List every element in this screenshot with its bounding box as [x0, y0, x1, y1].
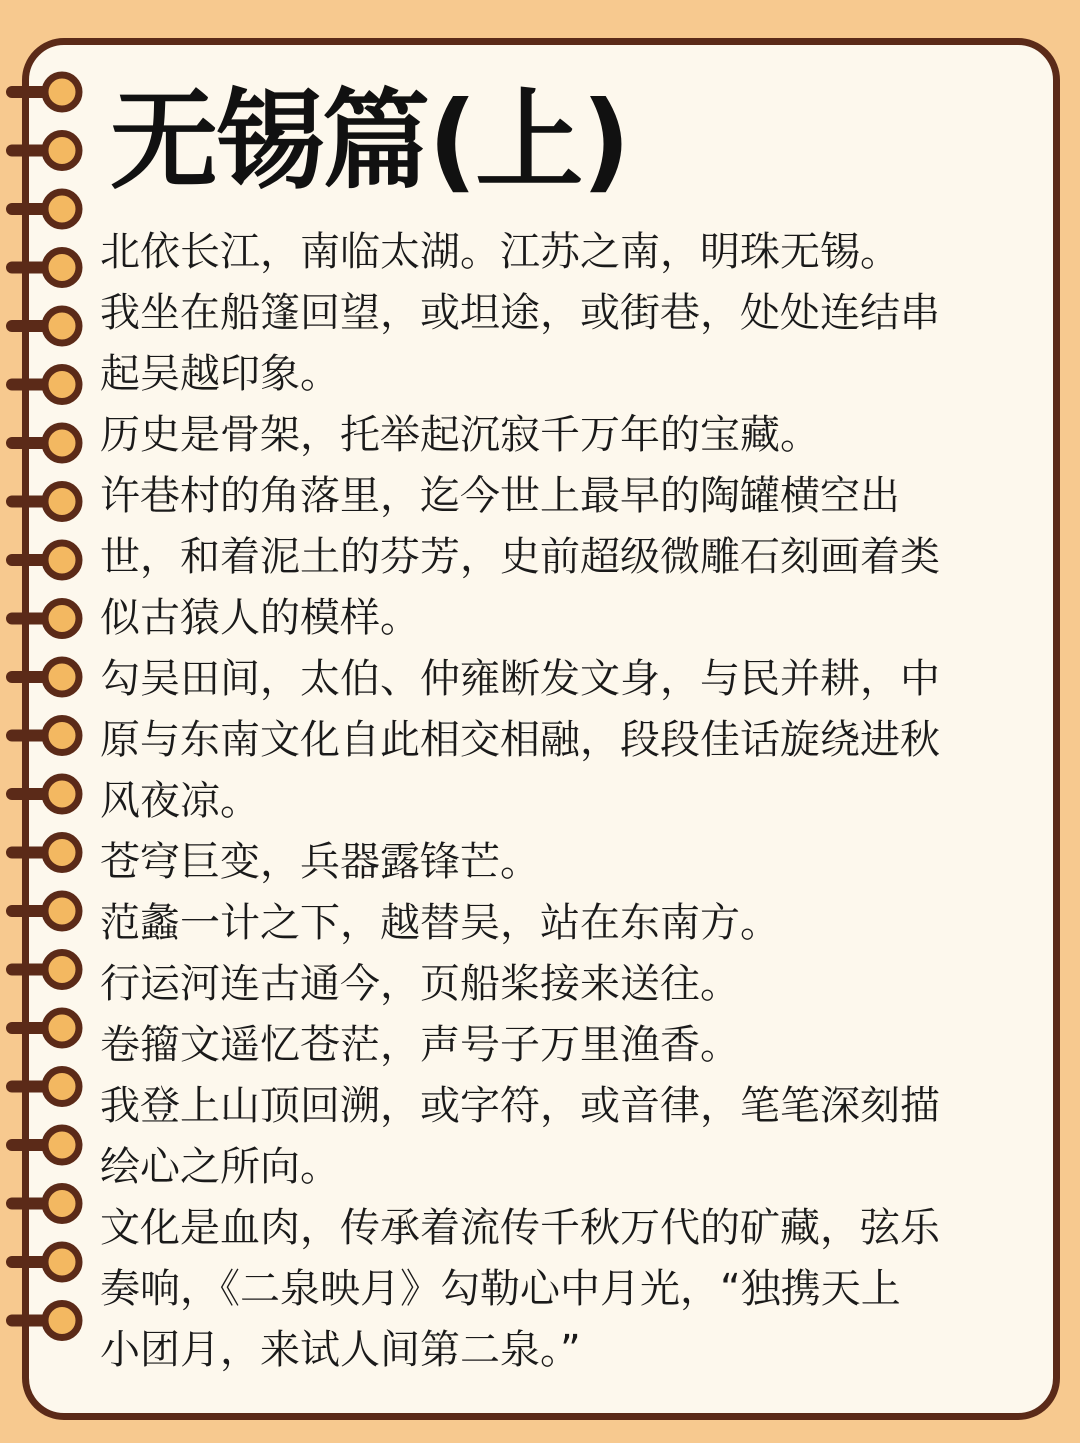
- spiral-ring-icon: [6, 719, 79, 753]
- spiral-ring-icon: [6, 251, 79, 285]
- text-line: 许巷村的角落里，迄今世上最早的陶罐横空出: [100, 473, 900, 519]
- text-line: 小团月，来试人间第二泉。”: [100, 1327, 581, 1373]
- text-line: 似古猿人的模样。: [100, 595, 420, 641]
- spiral-ring-icon: [6, 660, 79, 694]
- text-line: 奏响，《二泉映月》勾勒心中月光，“独携天上: [100, 1266, 901, 1312]
- text-line: 我登上山顶回溯，或字符，或音律，笔笔深刻描: [100, 1083, 940, 1129]
- spiral-ring-icon: [6, 75, 79, 109]
- text-line: 范蠡一计之下，越替吴，站在东南方。: [100, 900, 780, 946]
- text-line: 卷籀文遥忆苍茫，声号子万里渔香。: [100, 1022, 740, 1068]
- text-line: 原与东南文化自此相交相融，段段佳话旋绕进秋: [100, 717, 940, 763]
- spiral-ring-icon: [6, 777, 79, 811]
- text-line: 起吴越印象。: [100, 351, 340, 397]
- text-line: 风夜凉。: [100, 778, 260, 824]
- spiral-ring-icon: [6, 134, 79, 168]
- article-body: [100, 222, 1030, 1381]
- spiral-ring-icon: [6, 1128, 79, 1162]
- spiral-ring-icon: [6, 1187, 79, 1221]
- spiral-ring-icon: [6, 368, 79, 402]
- spiral-binding: [0, 0, 110, 1443]
- text-line: 文化是血肉，传承着流传千秋万代的矿藏，弦乐: [100, 1205, 940, 1251]
- spiral-ring-icon: [6, 602, 79, 636]
- text-line: 绘心之所向。: [100, 1144, 340, 1190]
- spiral-ring-icon: [6, 192, 79, 226]
- spiral-ring-icon: [6, 309, 79, 343]
- text-line: 世，和着泥土的芬芳，史前超级微雕石刻画着类: [100, 534, 940, 580]
- text-line: 勾吴田间，太伯、仲雍断发文身，与民并耕，中: [100, 656, 940, 702]
- spiral-ring-icon: [6, 1070, 79, 1104]
- text-line: 历史是骨架，托举起沉寂千万年的宝藏。: [100, 412, 820, 458]
- spiral-ring-icon: [6, 485, 79, 519]
- text-line: 我坐在船篷回望，或坦途，或街巷，处处连结串: [100, 290, 940, 336]
- spiral-ring-icon: [6, 1304, 79, 1338]
- spiral-ring-icon: [6, 836, 79, 870]
- spiral-ring-icon: [6, 953, 79, 987]
- page-title: 无锡篇(上): [110, 79, 629, 204]
- spiral-ring-icon: [6, 1245, 79, 1279]
- spiral-ring-icon: [6, 894, 79, 928]
- spiral-ring-icon: [6, 426, 79, 460]
- text-line: 北依长江，南临太湖。江苏之南，明珠无锡。: [100, 229, 900, 275]
- text-line: 苍穹巨变，兵器露锋芒。: [100, 839, 540, 885]
- spiral-ring-icon: [6, 543, 79, 577]
- text-line: 行运河连古通今，页船桨接来送往。: [100, 961, 740, 1007]
- spiral-ring-icon: [6, 1011, 79, 1045]
